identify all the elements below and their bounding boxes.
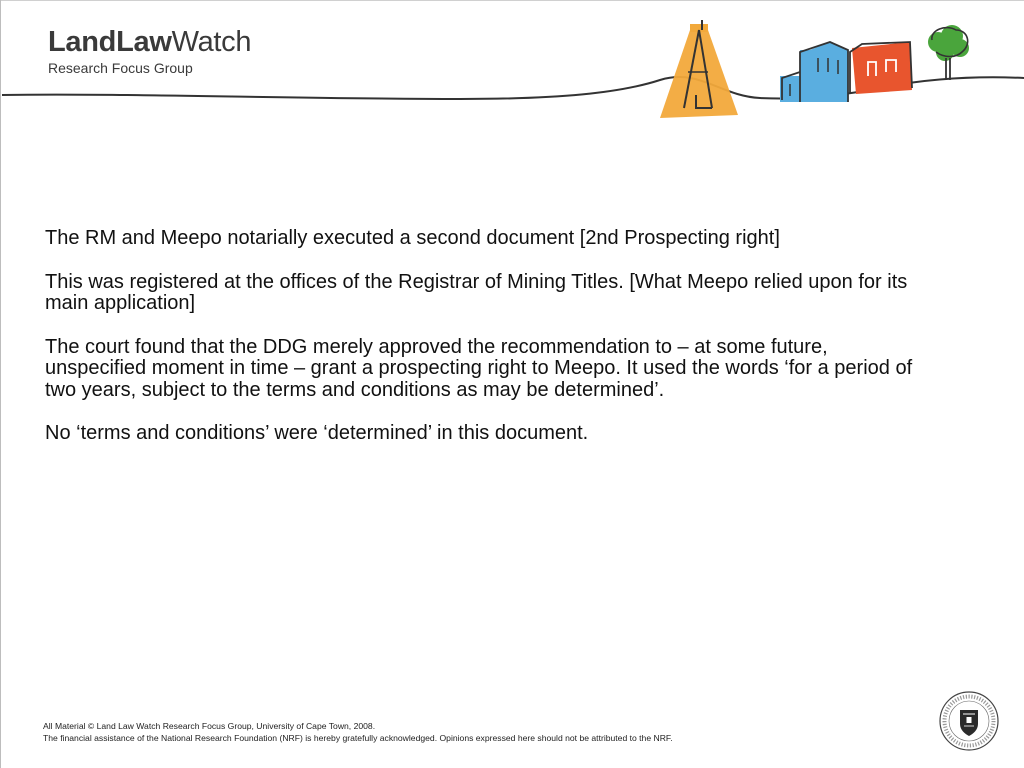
footer-line-2: The financial assistance of the National Research Foundation (NRF) is hereby gratefully acknowledged. Opinions expressed here should not be attributed to the NRF.: [43, 733, 673, 743]
logo-title-light: Watch: [171, 26, 252, 58]
blue-buildings-icon: [780, 42, 848, 102]
header-illustration: [0, 0, 1024, 130]
uct-seal-logo: [938, 690, 1000, 752]
paragraph-3: The court found that the DDG merely approved the recommendation to – at some future, unspecified moment in time – grant a prospecting right to Meepo. It used the words ‘for a period of two years, subject to the terms and conditions as may be determined’.: [45, 335, 913, 401]
mine-headframe-icon: [660, 20, 738, 118]
slide-body: [45, 228, 925, 467]
paragraph-2: This was registered at the offices of the Registrar of Mining Titles. [What Meepo relied upon for its main application]: [45, 270, 908, 314]
paragraph-4: No ‘terms and conditions’ were ‘determined’ in this document.: [45, 422, 589, 444]
copyright-footer: [43, 720, 673, 744]
footer-line-1: All Material © Land Law Watch Research Focus Group, University of Cape Town, 2008.: [43, 721, 376, 731]
logo-subtitle: Research Focus Group: [48, 60, 193, 76]
paragraph-1: The RM and Meepo notarially executed a second document [2nd Prospecting right]: [45, 227, 780, 249]
logo-title-bold: LandLaw: [48, 26, 172, 58]
red-building-icon: [850, 42, 912, 94]
tree-icon: [928, 25, 969, 80]
